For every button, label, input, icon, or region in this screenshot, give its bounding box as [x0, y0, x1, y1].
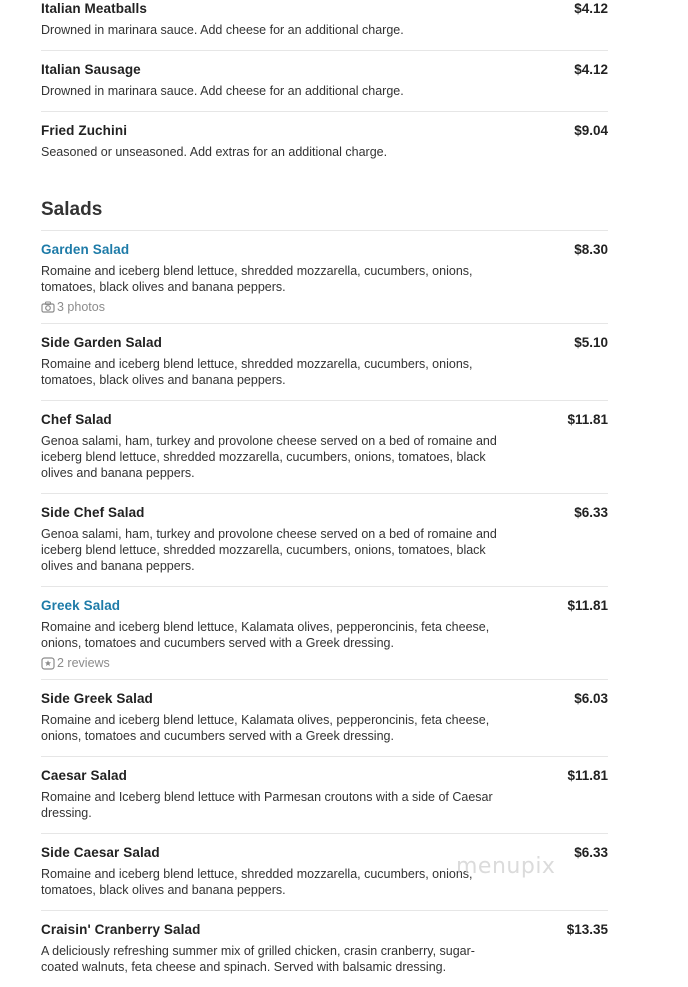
menu-item-garden-salad: [41, 231, 608, 324]
item-name: Side Caesar Salad: [41, 845, 160, 860]
item-price: $13.35: [566, 922, 608, 937]
item-price: $6.33: [574, 845, 608, 860]
reviews-link[interactable]: [41, 655, 608, 671]
item-description: Romaine and iceberg blend lettuce, shredded mozzarella, cucumbers, onions, tomatoes, black olives and banana peppers.: [41, 264, 473, 294]
item-description: Drowned in marinara sauce. Add cheese for an additional charge.: [41, 23, 404, 37]
item-description: Romaine and iceberg blend lettuce, Kalamata olives, pepperoncinis, feta cheese, onions, tomatoes and cucumbers served with a Greek dressing.: [41, 713, 490, 743]
camera-icon: [41, 301, 55, 313]
item-description: Genoa salami, ham, turkey and provolone cheese served on a bed of romaine and iceberg blend lettuce, shredded mozzarella, cucumbers, onions, tomatoes, black olives and banana peppers.: [41, 527, 497, 573]
watermark-logo: menupix: [456, 854, 556, 879]
item-name: Fried Zuchini: [41, 123, 128, 138]
item-name: Chef Salad: [41, 412, 112, 427]
menu-list: [41, 0, 608, 987]
item-price: $6.33: [574, 505, 608, 520]
item-price: $8.30: [574, 242, 608, 257]
item-description: Genoa salami, ham, turkey and provolone cheese served on a bed of romaine and iceberg blend lettuce, shredded mozzarella, cucumbers, onions, tomatoes, black olives and banana peppers.: [41, 434, 497, 480]
reviews-count: 2 reviews: [57, 656, 110, 670]
item-name-link[interactable]: Greek Salad: [41, 598, 121, 613]
menu-item-fried-zuchini: [41, 112, 608, 172]
item-name: Side Garden Salad: [41, 335, 162, 350]
menu-item-caesar-salad: [41, 757, 608, 834]
item-description: Drowned in marinara sauce. Add cheese for an additional charge.: [41, 84, 404, 98]
item-name: Side Chef Salad: [41, 505, 145, 520]
star-review-icon: [41, 657, 55, 670]
section-title-salads: Salads: [41, 172, 608, 231]
item-price: $5.10: [574, 335, 608, 350]
menu-item-side-greek-salad: [41, 680, 608, 757]
item-description: Romaine and iceberg blend lettuce, shredded mozzarella, cucumbers, onions, tomatoes, black olives and banana peppers.: [41, 867, 473, 897]
item-price: $4.12: [574, 1, 608, 16]
item-price: $11.81: [567, 768, 608, 783]
item-price: $9.04: [574, 123, 608, 138]
menu-item-greek-salad: [41, 587, 608, 680]
item-name-link[interactable]: Garden Salad: [41, 242, 130, 257]
menu-item-side-chef-salad: [41, 494, 608, 587]
photos-count: 3 photos: [57, 300, 105, 314]
item-description: Romaine and iceberg blend lettuce, Kalamata olives, pepperoncinis, feta cheese, onions, tomatoes and cucumbers served with a Greek dressing.: [41, 620, 490, 650]
item-name: Italian Meatballs: [41, 1, 147, 16]
item-name: Italian Sausage: [41, 62, 141, 77]
menu-item-craisin-cranberry-salad: [41, 911, 608, 987]
photos-link[interactable]: [41, 299, 608, 315]
item-description: Seasoned or unseasoned. Add extras for an additional charge.: [41, 145, 388, 159]
item-price: $4.12: [574, 62, 608, 77]
menu-item-side-garden-salad: [41, 324, 608, 401]
item-price: $6.03: [574, 691, 608, 706]
item-price: $11.81: [567, 598, 608, 613]
item-description: Romaine and Iceberg blend lettuce with Parmesan croutons with a side of Caesar dressing.: [41, 790, 493, 820]
item-description: A deliciously refreshing summer mix of grilled chicken, crasin cranberry, sugar-coated walnuts, feta cheese and spinach. Served with balsamic dressing.: [41, 944, 475, 974]
item-price: $11.81: [567, 412, 608, 427]
menu-item-italian-sausage: [41, 51, 608, 112]
menu-item-chef-salad: [41, 401, 608, 494]
menu-item-italian-meatballs: [41, 0, 608, 51]
item-description: Romaine and iceberg blend lettuce, shredded mozzarella, cucumbers, onions, tomatoes, black olives and banana peppers.: [41, 357, 473, 387]
item-name: Craisin' Cranberry Salad: [41, 922, 201, 937]
item-name: Side Greek Salad: [41, 691, 153, 706]
item-name: Caesar Salad: [41, 768, 128, 783]
